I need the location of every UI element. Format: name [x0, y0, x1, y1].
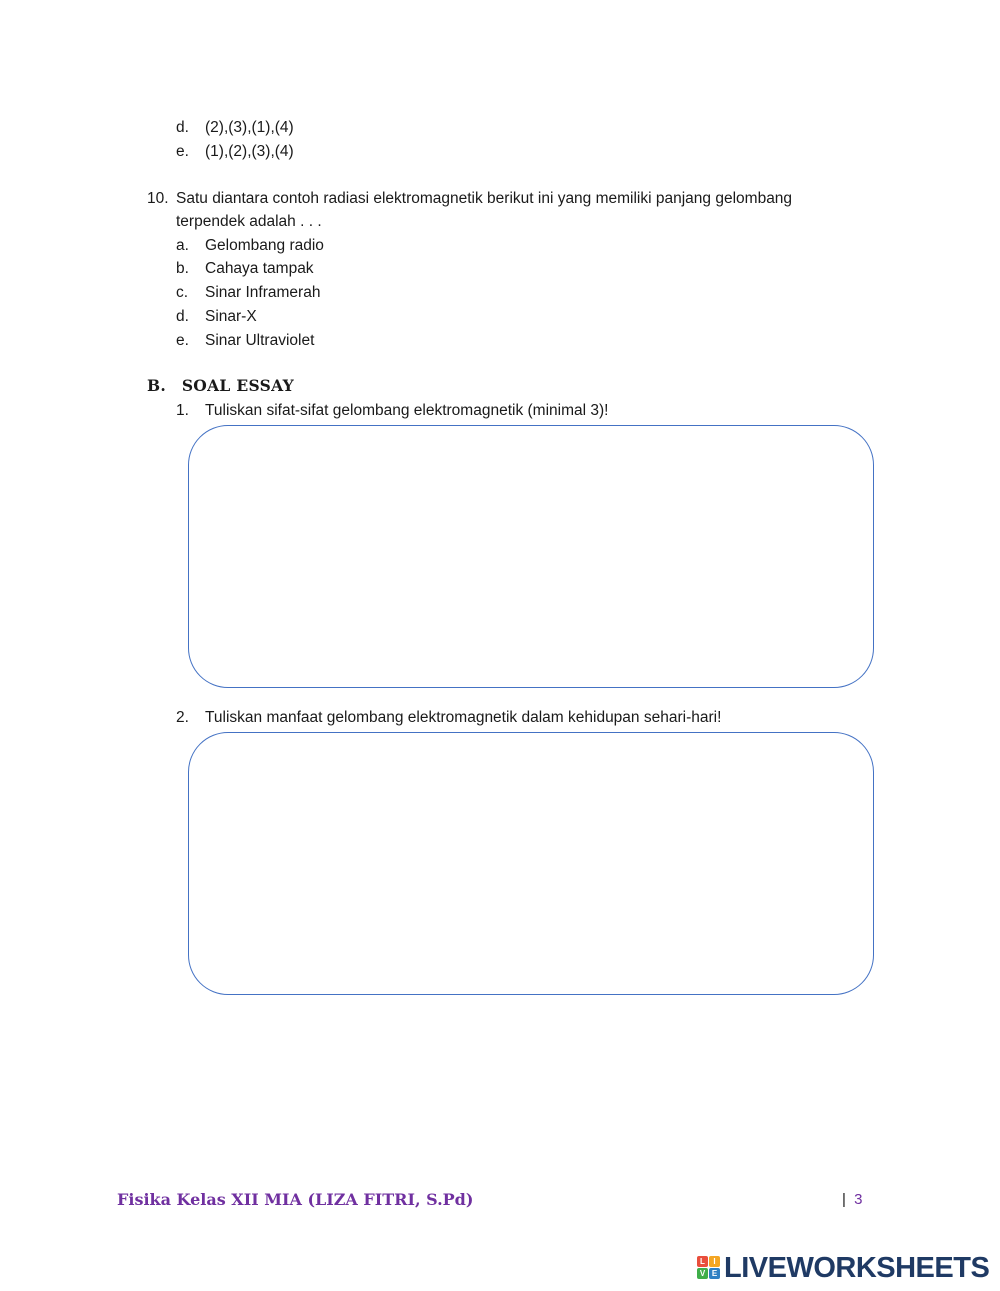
essay-question-number: 1. — [176, 402, 189, 419]
section-title: SOAL ESSAY — [181, 376, 295, 395]
essay-question-text: Tuliskan manfaat gelombang elektromagnetik dalam kehidupan sehari-hari! — [205, 709, 722, 726]
option-text: Sinar Inframerah — [205, 284, 321, 301]
logo-tile: L — [697, 1256, 708, 1267]
option-letter: e. — [176, 143, 189, 160]
question-text: Satu diantara contoh radiasi elektromagnetik berikut ini yang memiliki panjang gelombang — [176, 190, 793, 207]
essay-answer-box-2[interactable] — [188, 732, 874, 995]
footer-separator: | — [842, 1191, 846, 1208]
option-text: Cahaya tampak — [205, 260, 314, 277]
essay-question-number: 2. — [176, 709, 189, 726]
option-text: Gelombang radio — [205, 237, 324, 254]
section-letter: B. — [147, 376, 167, 395]
option-letter: a. — [176, 237, 189, 254]
section-heading — [147, 376, 294, 395]
page-number: 3 — [854, 1191, 863, 1208]
option-text: Sinar Ultraviolet — [205, 332, 315, 349]
liveworksheets-logo-icon — [697, 1256, 721, 1280]
option-letter: e. — [176, 332, 189, 349]
brand-name: LIVEWORKSHEETS — [724, 1251, 990, 1284]
logo-tile: I — [709, 1256, 720, 1267]
essay-answer-box-1[interactable] — [188, 425, 874, 688]
option-text: (2),(3),(1),(4) — [205, 119, 294, 136]
option-letter: d. — [176, 308, 189, 325]
question-number: 10. — [147, 190, 169, 207]
option-text: (1),(2),(3),(4) — [205, 143, 294, 160]
option-letter: d. — [176, 119, 189, 136]
liveworksheets-brand — [697, 1252, 989, 1284]
logo-tile: V — [697, 1268, 708, 1279]
option-letter: b. — [176, 260, 189, 277]
option-text: Sinar-X — [205, 308, 257, 325]
logo-tile: E — [709, 1268, 720, 1279]
question-text-continued: terpendek adalah . . . — [176, 213, 322, 230]
option-letter: c. — [176, 284, 189, 301]
footer-title: Fisika Kelas XII MIA (LIZA FITRI, S.Pd) — [117, 1190, 474, 1209]
essay-question-text: Tuliskan sifat-sifat gelombang elektromagnetik (minimal 3)! — [205, 402, 609, 419]
footer-page — [842, 1191, 862, 1208]
